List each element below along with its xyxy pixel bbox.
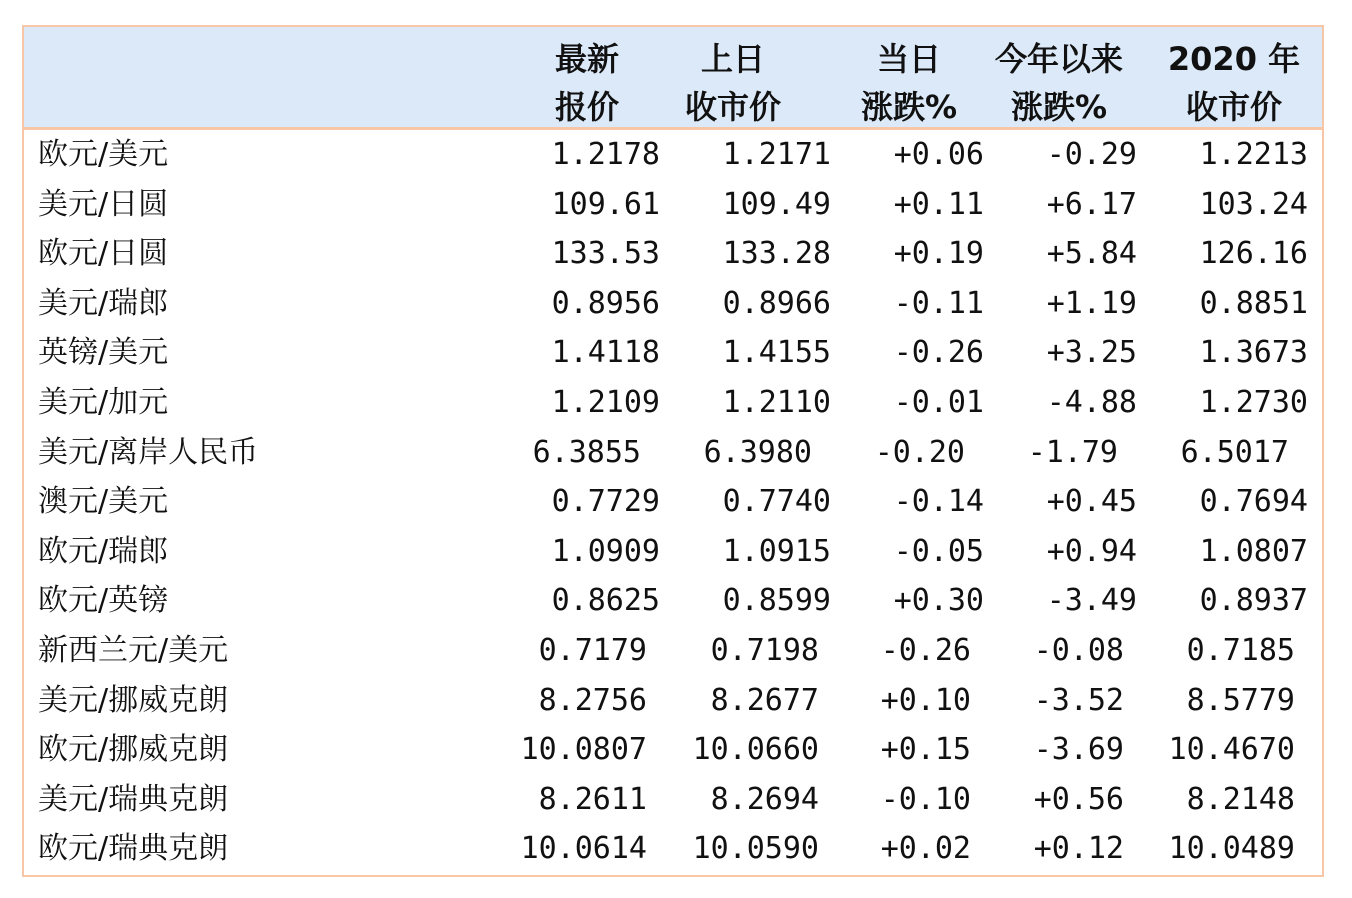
currency-pair: 美元/挪威克朗 [38, 682, 229, 718]
cell-ytd-change: -3.49 [1046, 583, 1137, 619]
cell-prev-close: 1.2110 [722, 385, 831, 420]
table-row [24, 725, 1322, 775]
cell-latest: 8.2756 [538, 682, 647, 718]
header-day-change [844, 35, 974, 131]
cell-prev-close: 1.2171 [722, 137, 831, 172]
cell-latest: 8.2611 [538, 781, 647, 817]
cell-ytd-change: -0.08 [1033, 633, 1124, 668]
header-prev-close-line2: 收市价 [684, 88, 781, 126]
cell-prev-close: 6.3980 [703, 434, 812, 470]
cell-day-change: -0.26 [893, 335, 984, 371]
cell-latest: 1.2109 [551, 385, 660, 420]
cell-prev-close: 10.0590 [692, 831, 819, 867]
table-row [24, 328, 1322, 378]
table-row [24, 576, 1322, 626]
table-row [24, 775, 1322, 825]
cell-day-change: -0.20 [874, 434, 965, 470]
cell-close-2020: 10.0489 [1168, 831, 1295, 867]
table-row [24, 428, 1322, 478]
header-close-2020-line1: 2020 年 [1167, 40, 1301, 78]
currency-pair: 英镑/美元 [38, 335, 169, 371]
header-day-change-line2: 涨跌% [860, 88, 958, 126]
cell-latest: 133.53 [551, 236, 660, 272]
cell-close-2020: 1.0807 [1199, 533, 1308, 569]
cell-prev-close: 0.8599 [722, 583, 831, 619]
currency-pair: 欧元/美元 [38, 137, 169, 172]
cell-close-2020: 1.2213 [1199, 137, 1308, 172]
cell-close-2020: 8.2148 [1186, 781, 1295, 817]
table-row [24, 477, 1322, 527]
cell-ytd-change: +6.17 [1046, 186, 1137, 222]
cell-day-change: -0.05 [893, 533, 984, 569]
cell-close-2020: 0.8851 [1199, 285, 1308, 321]
cell-latest: 6.3855 [532, 434, 641, 470]
cell-close-2020: 0.7694 [1199, 484, 1308, 520]
cell-prev-close: 0.8966 [722, 285, 831, 321]
cell-day-change: +0.19 [893, 236, 984, 272]
cell-ytd-change: -3.52 [1033, 682, 1124, 718]
cell-close-2020: 0.8937 [1199, 583, 1308, 619]
cell-prev-close: 1.4155 [722, 335, 831, 371]
cell-day-change: +0.06 [893, 137, 984, 172]
cell-day-change: -0.14 [893, 484, 984, 520]
currency-pair: 美元/日圆 [38, 186, 169, 222]
fx-quote-table [22, 25, 1324, 877]
currency-pair: 美元/离岸人民币 [38, 434, 259, 470]
table-row [24, 279, 1322, 329]
cell-ytd-change: -0.29 [1046, 137, 1137, 172]
cell-prev-close: 133.28 [722, 236, 831, 272]
cell-day-change: -0.11 [893, 285, 984, 321]
cell-close-2020: 126.16 [1199, 236, 1308, 272]
currency-pair: 新西兰元/美元 [38, 633, 229, 668]
cell-day-change: -0.26 [880, 633, 971, 668]
cell-day-change: -0.10 [880, 781, 971, 817]
cell-close-2020: 103.24 [1199, 186, 1308, 222]
cell-close-2020: 6.5017 [1180, 434, 1289, 470]
cell-latest: 0.8956 [551, 285, 660, 321]
cell-latest: 1.4118 [551, 335, 660, 371]
cell-prev-close: 8.2677 [710, 682, 819, 718]
cell-latest: 1.0909 [551, 533, 660, 569]
header-prev-close-line1: 上日 [700, 40, 765, 78]
cell-close-2020: 8.5779 [1186, 682, 1295, 718]
cell-latest: 0.7179 [538, 633, 647, 668]
cell-close-2020: 0.7185 [1186, 633, 1295, 668]
cell-latest: 0.8625 [551, 583, 660, 619]
cell-prev-close: 0.7198 [710, 633, 819, 668]
header-latest-line2: 报价 [554, 88, 619, 126]
header-prev-close [668, 35, 798, 131]
cell-ytd-change: -3.69 [1033, 732, 1124, 768]
cell-prev-close: 1.0915 [722, 533, 831, 569]
currency-pair: 美元/瑞典克朗 [38, 781, 229, 817]
cell-ytd-change: +3.25 [1046, 335, 1137, 371]
cell-prev-close: 8.2694 [710, 781, 819, 817]
cell-close-2020: 1.3673 [1199, 335, 1308, 371]
table-row [24, 626, 1322, 676]
cell-latest: 0.7729 [551, 484, 660, 520]
table-row [24, 378, 1322, 428]
cell-ytd-change: +0.56 [1033, 781, 1124, 817]
cell-close-2020: 10.4670 [1168, 732, 1295, 768]
currency-pair: 欧元/挪威克朗 [38, 732, 229, 768]
cell-ytd-change: +0.12 [1033, 831, 1124, 867]
table-row [24, 676, 1322, 726]
header-latest [527, 35, 647, 131]
header-latest-line1: 最新 [554, 40, 619, 78]
header-day-change-line1: 当日 [876, 40, 941, 78]
cell-ytd-change: +1.19 [1046, 285, 1137, 321]
currency-pair: 欧元/瑞郎 [38, 533, 169, 569]
header-ytd-change-line2: 涨跌% [1010, 88, 1108, 126]
cell-day-change: +0.15 [880, 732, 971, 768]
header-ytd-change-line1: 今年以来 [994, 40, 1123, 78]
cell-prev-close: 10.0660 [692, 732, 819, 768]
table-header [24, 27, 1322, 130]
cell-ytd-change: -4.88 [1046, 385, 1137, 420]
cell-ytd-change: +5.84 [1046, 236, 1137, 272]
cell-latest: 1.2178 [551, 137, 660, 172]
table-row [24, 180, 1322, 230]
cell-prev-close: 0.7740 [722, 484, 831, 520]
table-row [24, 229, 1322, 279]
table-row [24, 130, 1322, 180]
header-close-2020-line2: 收市价 [1185, 88, 1282, 126]
currency-pair: 美元/瑞郎 [38, 285, 169, 321]
cell-close-2020: 1.2730 [1199, 385, 1308, 420]
cell-day-change: +0.30 [893, 583, 984, 619]
cell-latest: 10.0807 [520, 732, 647, 768]
currency-pair: 欧元/日圆 [38, 236, 169, 272]
cell-ytd-change: +0.94 [1046, 533, 1137, 569]
currency-pair: 欧元/瑞典克朗 [38, 831, 229, 867]
cell-latest: 10.0614 [520, 831, 647, 867]
cell-day-change: -0.01 [893, 385, 984, 420]
currency-pair: 澳元/美元 [38, 484, 169, 520]
cell-ytd-change: -1.79 [1027, 434, 1118, 470]
header-close-2020 [1159, 35, 1309, 131]
header-ytd-change [984, 35, 1134, 131]
cell-prev-close: 109.49 [722, 186, 831, 222]
currency-pair: 欧元/英镑 [38, 583, 169, 619]
table-row [24, 824, 1322, 874]
cell-day-change: +0.02 [880, 831, 971, 867]
cell-day-change: +0.10 [880, 682, 971, 718]
cell-ytd-change: +0.45 [1046, 484, 1137, 520]
cell-day-change: +0.11 [893, 186, 984, 222]
currency-pair: 美元/加元 [38, 385, 169, 420]
table-row [24, 527, 1322, 577]
cell-latest: 109.61 [551, 186, 660, 222]
